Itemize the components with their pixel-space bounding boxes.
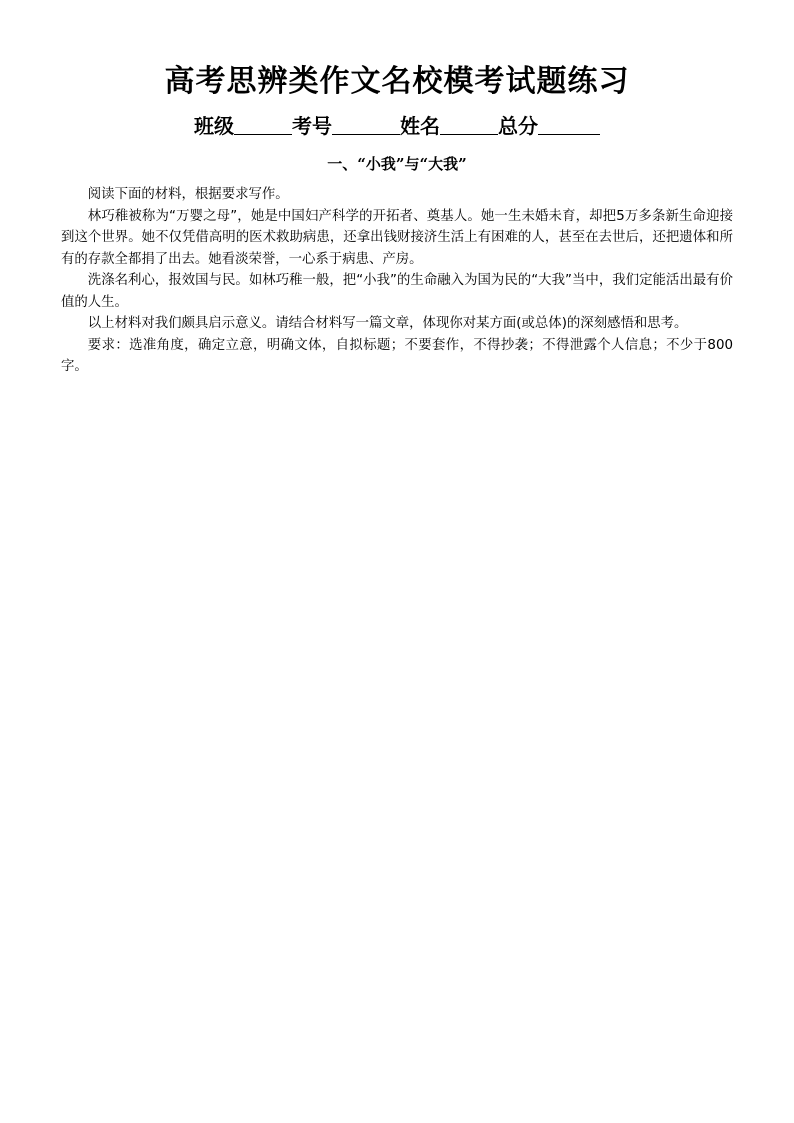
paragraph-instruction: 阅读下面的材料，根据要求写作。 — [87, 187, 289, 202]
essay-prompt-body — [61, 184, 733, 378]
paragraph-task: 以上材料对我们颇具启示意义。请结合材料写一篇文章，体现你对某方面(或总体)的深刻感悟和思考。 — [87, 316, 688, 331]
paragraph-reflection: 洗涤名利心，报效国与民。如林巧稚一般，把“小我”的生命融入为国为民的“大我”当中，我们定能活出最有价值的人生。 — [61, 273, 733, 310]
exam-number-label: 考号 — [292, 114, 332, 138]
name-label: 姓名 — [400, 114, 440, 138]
page-title: 高考思辨类作文名校模考试题练习 — [164, 64, 630, 99]
name-blank — [440, 114, 498, 135]
exam-number-blank — [332, 114, 400, 135]
section-title: 一、“小我”与“大我” — [327, 155, 467, 173]
student-info-line — [0, 112, 794, 140]
class-blank — [234, 114, 292, 135]
class-label: 班级 — [194, 114, 234, 138]
paragraph-requirements: 要求：选准角度，确定立意，明确文体，自拟标题；不要套作，不得抄袭；不得泄露个人信息；不少于800字。 — [61, 337, 733, 374]
total-score-label: 总分 — [498, 114, 538, 138]
paragraph-material: 林巧稚被称为“万婴之母”，她是中国妇产科学的开拓者、奠基人。她一生未婚未育，却把5万多条新生命迎接到这个世界。她不仅凭借高明的医术救助病患，还拿出钱财接济生活上有困难的人，甚至在去世后，还把遗体和所有的存款全都捐了出去。她看淡荣誉，一心系于病患、产房。 — [61, 208, 733, 267]
total-score-blank — [538, 114, 600, 135]
